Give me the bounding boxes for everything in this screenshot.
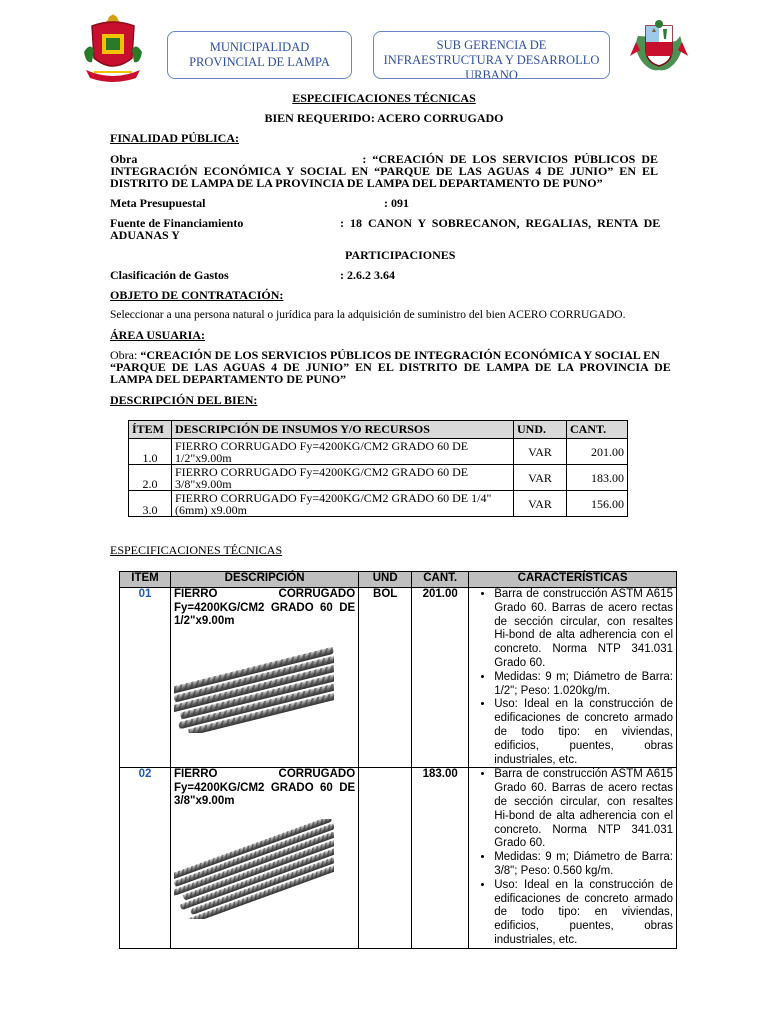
document-title: ESPECIFICACIONES TÉCNICAS [292, 91, 476, 105]
caracteristicas-list [472, 768, 673, 947]
row-item: 01 [120, 588, 171, 768]
area-line-1-text: “CREACIÓN DE LOS SERVICIOS PÚBLICOS DE INTEGRACIÓN ECONÓMICA Y SOCIAL EN [140, 348, 660, 362]
col-caracteristicas: CARACTERÍSTICAS [469, 572, 677, 588]
row-cant: 156.00 [567, 491, 628, 517]
table-row [129, 491, 628, 517]
fuente-cont: ADUANAS Y [110, 228, 180, 242]
col-item: ITEM [120, 572, 171, 588]
objeto-heading: OBJETO DE CONTRATACIÓN: [110, 288, 284, 302]
col-descripcion: DESCRIPCIÓN [171, 572, 359, 588]
row-desc-line-2: 3/8"x9.00m [175, 476, 232, 491]
meta-value: : 091 [384, 196, 409, 210]
row-cant: 201.00 [412, 588, 469, 768]
row-und: BOL [359, 588, 412, 768]
row-description [171, 588, 359, 768]
objeto-text: Seleccionar a una persona natural o jurídica para la adquisición de suministro del bien ACERO CORRUGADO. [110, 309, 626, 321]
list-item: • Medidas: 9 m; Diámetro de Barra: 3/8"; Peso: 0.560 kg/m. [494, 851, 673, 879]
row-und [359, 768, 412, 948]
especificaciones-table [119, 571, 677, 949]
col-item: ÍTEM [129, 421, 172, 439]
row-item: 3.0 [129, 491, 172, 517]
row-desc-word-1: FIERRO [174, 768, 218, 781]
fuente-value: : 18 CANON Y SOBRECANON, REGALIAS, RENTA DE [340, 216, 661, 230]
row-desc-word-2: CORRUGADO [278, 768, 356, 781]
row-cant: 183.00 [412, 768, 469, 948]
row-und: VAR [514, 491, 567, 517]
obra-text-1: : “CREACIÓN DE LOS SERVICIOS PÚBLICOS DE [362, 152, 658, 166]
area-line-2: “PARQUE DE LAS AGUAS 4 DE JUNIO” EN EL DISTRITO DE LAMPA DE LA PROVINCIA DE [110, 360, 671, 374]
header-right-line-3: URBANO [465, 68, 518, 79]
row-cant: 201.00 [567, 439, 628, 465]
row-description [172, 465, 514, 491]
row-desc-line-2: Fy=4200KG/CM2 GRADO 60 DE [174, 781, 356, 794]
fuente-label: Fuente de Financiamiento [110, 216, 244, 230]
municipal-crest-logo [80, 12, 146, 82]
especificaciones-table-header [120, 572, 677, 588]
table-row [120, 588, 677, 768]
header-right-line-1: SUB GERENCIA DE [436, 38, 547, 52]
area-prefix: Obra: [110, 348, 141, 362]
insumos-table-header [129, 421, 628, 439]
especificaciones-heading: ESPECIFICACIONES TÉCNICAS [110, 543, 283, 557]
row-item: 1.0 [129, 439, 172, 465]
row-desc-line-3: 3/8"x9.00m [174, 795, 235, 808]
header-right-line-2: INFRAESTRUCTURA Y DESARROLLO [383, 53, 600, 67]
row-caracteristicas [469, 588, 677, 768]
area-line-3: LAMPA DEL DEPARTAMENTO DE PUNO” [110, 372, 347, 386]
header-left-box [167, 31, 352, 79]
document-subtitle: BIEN REQUERIDO: ACERO CORRUGADO [264, 111, 504, 125]
row-desc-line-1: FIERRO CORRUGADO Fy=4200KG/CM2 GRADO 60 DE [175, 464, 469, 479]
row-desc-word-2: CORRUGADO [278, 588, 356, 600]
list-item: • Medidas: 9 m; Diámetro de Barra: 1/2"; Peso: 1.020kg/m. [494, 671, 673, 699]
list-item: • Barra de construcción ASTM A615 Grado 60. Barras de acero rectas de sección circular, con resaltes Hi-bond de alta adherencia con el concreto. Norma NTP 341.031 Grado 60. [494, 588, 673, 671]
col-und: UND [359, 572, 412, 588]
header-left-line-1: MUNICIPALIDAD [209, 40, 310, 54]
col-und: UND. [514, 421, 567, 439]
row-cant: 183.00 [567, 465, 628, 491]
obra-text-3: DISTRITO DE LAMPA DE LA PROVINCIA DE LAMPA DEL DEPARTAMENTO DE PUNO” [110, 176, 603, 190]
row-desc-line-2: 1/2"x9.00m [175, 450, 232, 465]
row-description [172, 491, 514, 517]
row-desc-line-3: 1/2"x9.00m [174, 615, 235, 627]
table-row [120, 768, 677, 948]
list-item: • Uso: Ideal en la construcción de edificaciones de concreto armado de todo tipo: en viviendas, edificios, puentes, obras industriales, etc. [494, 879, 673, 948]
row-description [172, 439, 514, 465]
row-desc-word-1: FIERRO [174, 588, 218, 600]
peru-shield-logo [630, 16, 688, 74]
rebar-image [174, 643, 355, 738]
finalidad-heading: FINALIDAD PÚBLICA: [110, 131, 240, 145]
col-cant: CANT. [567, 421, 628, 439]
col-cant: CANT. [412, 572, 469, 588]
list-item: • Uso: Ideal en la construcción de edificaciones de concreto armado de todo tipo: en viviendas, edificios, puentes, obras industriales, etc. [494, 698, 673, 767]
header-left-line-2: PROVINCIAL DE LAMPA [189, 55, 330, 69]
participaciones-text: PARTICIPACIONES [345, 248, 456, 262]
descripcion-heading: DESCRIPCIÓN DEL BIEN: [110, 393, 258, 407]
row-item: 2.0 [129, 465, 172, 491]
col-descripcion: DESCRIPCIÓN DE INSUMOS Y/O RECURSOS [172, 421, 514, 439]
row-item: 02 [120, 768, 171, 948]
row-desc-line-1: FIERRO CORRUGADO Fy=4200KG/CM2 GRADO 60 DE 1/4" [175, 490, 492, 505]
obra-text-2: INTEGRACIÓN ECONÓMICA Y SOCIAL EN “PARQUE DE LAS AGUAS 4 DE JUNIO” EN EL [110, 164, 658, 178]
row-desc-line-1 [174, 768, 355, 782]
obra-label: Obra [110, 152, 138, 166]
row-description [171, 768, 359, 948]
row-caracteristicas [469, 768, 677, 948]
insumos-table [128, 420, 628, 517]
caracteristicas-list [472, 588, 673, 767]
row-und: VAR [514, 465, 567, 491]
row-desc-line-2: (6mm) x9.00m [175, 502, 247, 517]
table-row [129, 439, 628, 465]
area-heading: ÁREA USUARIA: [110, 328, 206, 342]
row-desc-line-2: Fy=4200KG/CM2 GRADO 60 DE [174, 601, 356, 614]
clasificacion-value: : 2.6.2 3.64 [340, 268, 395, 282]
row-desc-line-1: FIERRO CORRUGADO Fy=4200KG/CM2 GRADO 60 DE [175, 438, 469, 453]
clasificacion-label: Clasificación de Gastos [110, 268, 229, 282]
rebar-image [174, 819, 355, 924]
list-item: • Barra de construcción ASTM A615 Grado 60. Barras de acero rectas de sección circular, con resaltes Hi-bond de alta adherencia con el concreto. Norma NTP 341.031 Grado 60. [494, 768, 673, 851]
table-row [129, 465, 628, 491]
row-und: VAR [514, 439, 567, 465]
row-desc-line-1 [174, 588, 355, 602]
meta-label: Meta Presupuestal [110, 196, 206, 210]
header-right-box [373, 31, 610, 79]
